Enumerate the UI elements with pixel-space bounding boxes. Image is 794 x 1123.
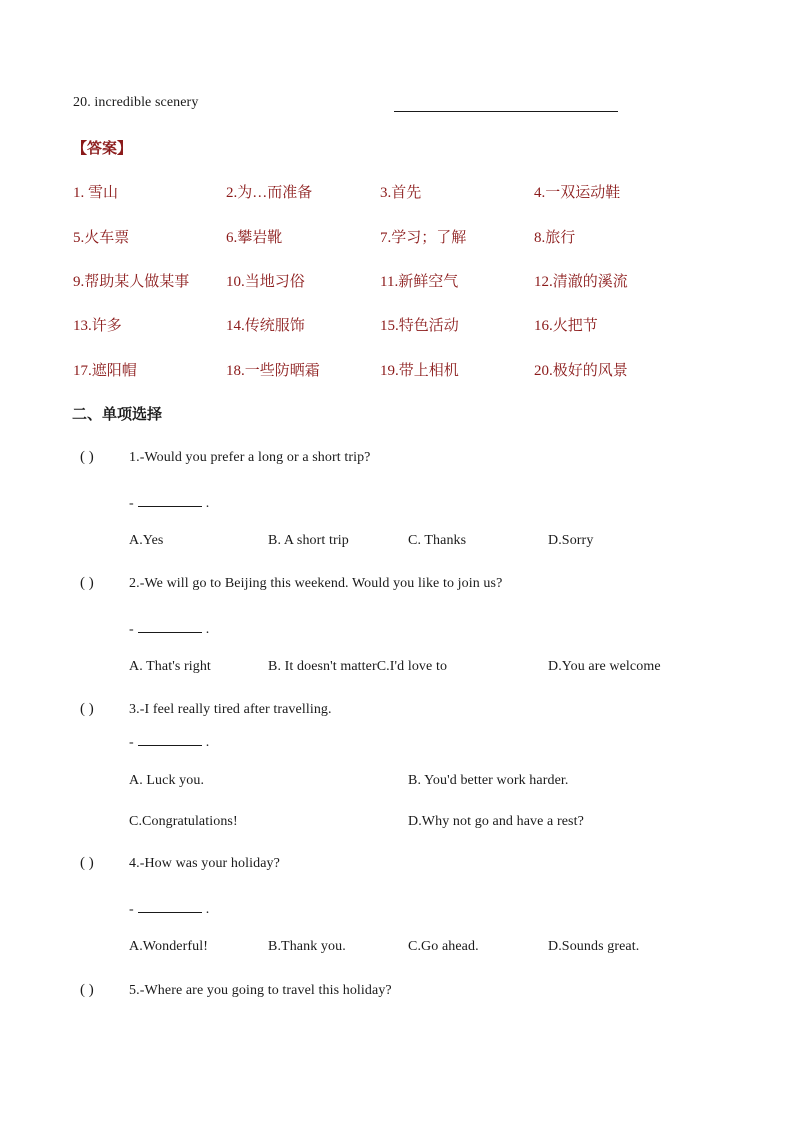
answer-17: 17.遮阳帽 [73, 363, 137, 379]
q4-option-b[interactable]: B.Thank you. [268, 939, 346, 954]
q4-option-a[interactable]: A.Wonderful! [129, 939, 208, 954]
q1-option-c[interactable]: C. Thanks [408, 533, 467, 548]
q3-option-c[interactable]: C.Congratulations! [129, 814, 238, 829]
q2-option-a[interactable]: A. That's right [129, 659, 211, 674]
answer-19: 19.带上相机 [380, 363, 459, 379]
q4-option-d[interactable]: D.Sounds great. [548, 939, 640, 954]
question-2-response: - . [129, 622, 210, 637]
answer-blank-line[interactable] [394, 111, 618, 112]
answer-paren-5[interactable]: ( ) [80, 982, 94, 998]
question-3-stem: 3.-I feel really tired after travelling. [129, 702, 332, 717]
response-blank[interactable] [138, 733, 202, 746]
q1-option-d[interactable]: D.Sorry [548, 533, 594, 548]
response-blank[interactable] [138, 620, 202, 633]
question-5-stem: 5.-Where are you going to travel this holiday? [129, 983, 392, 998]
answer-9: 9.帮助某人做某事 [73, 274, 190, 290]
answer-4: 4.一双运动鞋 [534, 185, 621, 201]
answer-1: 1. 雪山 [73, 185, 119, 201]
answer-paren-4[interactable]: ( ) [80, 855, 94, 871]
vocab-item-20: 20. incredible scenery [73, 95, 199, 110]
response-blank[interactable] [138, 900, 202, 913]
answer-7: 7.学习；了解 [380, 230, 467, 246]
answer-15: 15.特色活动 [380, 318, 459, 334]
answer-11: 11.新鲜空气 [380, 274, 459, 290]
response-blank[interactable] [138, 494, 202, 507]
q3-option-a[interactable]: A. Luck you. [129, 773, 205, 788]
answer-14: 14.传统服饰 [226, 318, 305, 334]
question-4-response: - . [129, 902, 210, 917]
answer-13: 13.许多 [73, 318, 122, 334]
question-2-stem: 2.-We will go to Beijing this weekend. Would you like to join us? [129, 576, 503, 591]
answer-8: 8.旅行 [534, 230, 576, 246]
q3-option-b[interactable]: B. You'd better work harder. [408, 773, 569, 788]
answer-10: 10.当地习俗 [226, 274, 305, 290]
answer-paren-1[interactable]: ( ) [80, 449, 94, 465]
answer-12: 12.清澈的溪流 [534, 274, 628, 290]
question-4-stem: 4.-How was your holiday? [129, 856, 280, 871]
q4-option-c[interactable]: C.Go ahead. [408, 939, 479, 954]
answer-heading: 【答案】 [72, 141, 133, 157]
q1-option-b[interactable]: B. A short trip [268, 533, 349, 548]
answer-16: 16.火把节 [534, 318, 598, 334]
question-1-stem: 1.-Would you prefer a long or a short trip? [129, 450, 371, 465]
answer-3: 3.首先 [380, 185, 422, 201]
answer-5: 5.火车票 [73, 230, 130, 246]
q1-option-a[interactable]: A.Yes [129, 533, 164, 548]
q2-option-d[interactable]: D.You are welcome [548, 659, 661, 674]
question-1-response: - . [129, 496, 210, 511]
q2-option-b-c[interactable]: B. It doesn't matterC.I'd love to [268, 659, 448, 674]
answer-paren-3[interactable]: ( ) [80, 701, 94, 717]
answer-2: 2.为…而准备 [226, 185, 313, 201]
q3-option-d[interactable]: D.Why not go and have a rest? [408, 814, 584, 829]
section-heading: 二、单项选择 [72, 407, 163, 423]
answer-6: 6.攀岩靴 [226, 230, 283, 246]
answer-20: 20.极好的风景 [534, 363, 628, 379]
answer-paren-2[interactable]: ( ) [80, 575, 94, 591]
answer-18: 18.一些防晒霜 [226, 363, 320, 379]
question-3-response: - . [129, 735, 210, 750]
